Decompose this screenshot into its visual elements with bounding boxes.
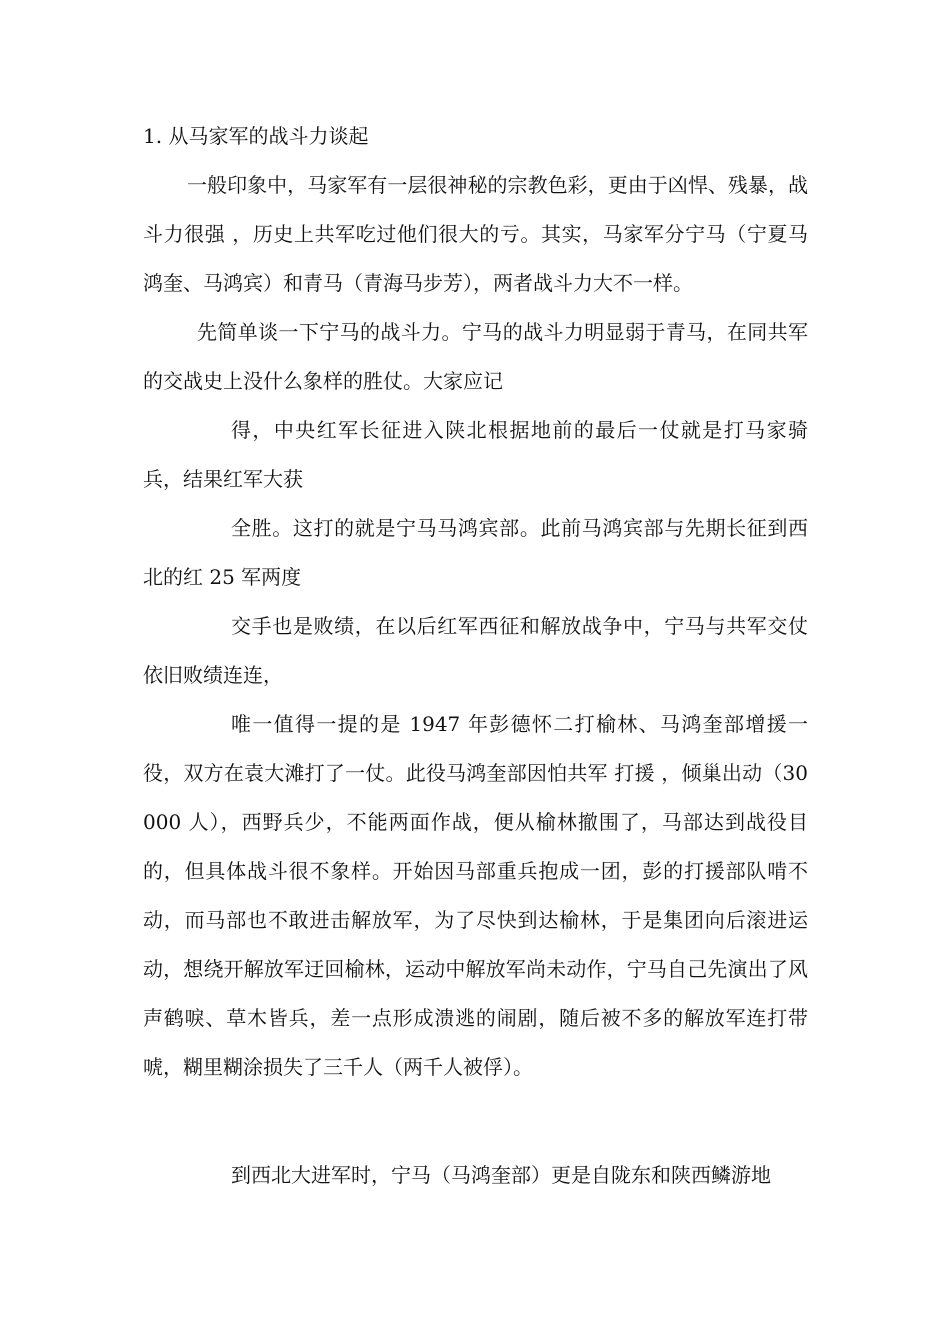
paragraph-6: 唯一值得一提的是 1947 年彭德怀二打榆林、马鸿奎部增援一役，双方在袁大滩打了一仗。此役马鸿奎部因怕共军 打援 ，倾巢出动（30000 人），西野兵少，不能两面作战，便从榆林撤围了，马部达到战役目的，但具体战斗很不象样。开始因马部重兵抱成一团，彭的打援部队啃不动，而马部也不敢进击解放军，为了尽快到达榆林，于是集团向后滚进运动，想绕开解放军迂回榆林，运动中解放军尚未动作，宁马自己先演出了风声鹤唳、草木皆兵，差一点形成溃逃的闹剧，随后被不多的解放军连打带唬，糊里糊涂损失了三千人（两千人被俘）。	[143, 712, 808, 1079]
section-heading: 1. 从马家军的战斗力谈起	[143, 124, 369, 148]
paragraph-5: 交手也是败绩，在以后红军西征和解放战争中，宁马与共军交仗依旧败绩连连，	[143, 614, 808, 687]
paragraph-2: 先简单谈一下宁马的战斗力。宁马的战斗力明显弱于青马，在同共军的交战史上没什么象样的胜仗。大家应记	[143, 320, 808, 393]
paragraph-1: 一般印象中，马家军有一层很神秘的宗教色彩，更由于凶悍、残暴，战斗力很强 ，历史上共军吃过他们很大的亏。其实，马家军分宁马（宁夏马鸿奎、马鸿宾）和青马（青海马步芳），两者战斗力大不一样。	[143, 173, 808, 295]
paragraph-3: 得，中央红军长征进入陕北根据地前的最后一仗就是打马家骑兵，结果红军大获	[143, 418, 808, 491]
paragraph-7: 到西北大进军时，宁马（马鸿奎部）更是自陇东和陕西鳞游地	[231, 1163, 771, 1187]
paragraph-4: 全胜。这打的就是宁马马鸿宾部。此前马鸿宾部与先期长征到西北的红 25 军两度	[143, 516, 808, 589]
